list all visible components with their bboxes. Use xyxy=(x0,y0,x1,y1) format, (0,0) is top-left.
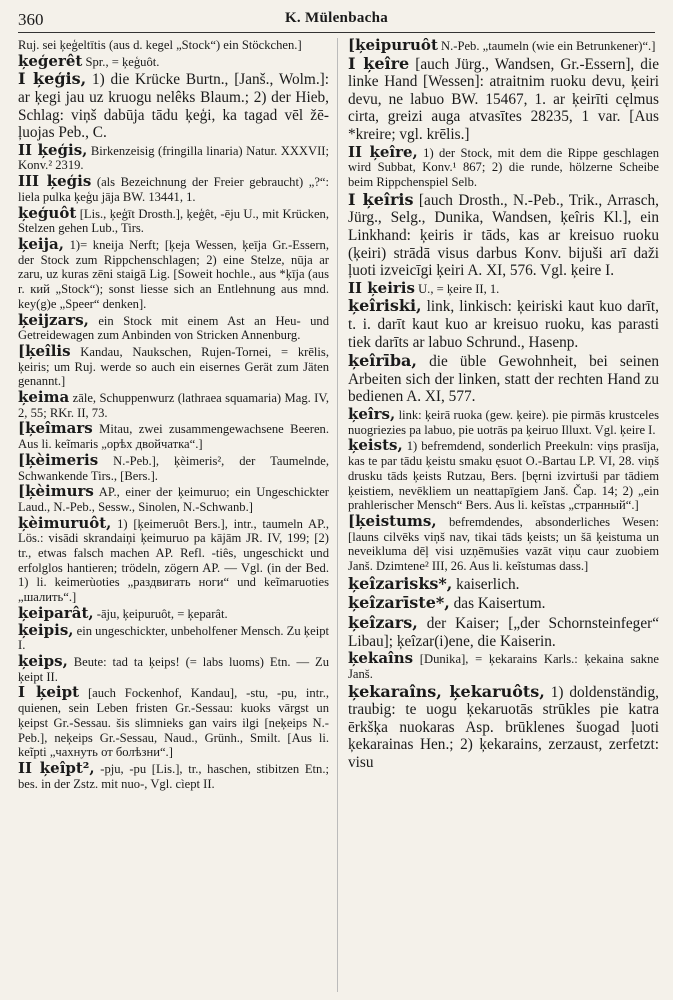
dictionary-entry xyxy=(18,758,329,791)
running-head: K. Mülenbacha xyxy=(284,10,389,26)
entry-text: das Kaisertum. xyxy=(449,595,546,613)
dictionary-entry xyxy=(18,513,329,605)
entry-headword: ķeîzars, xyxy=(348,612,418,632)
entry-text: 1)= kneija Nerft; [ķeja Wessen, ķeīja Gr.-Essern, der Stock zum Rippchenschlagen; 2) eine Stelze, nūja ar zaru, uz kuras zēni staigā Lig. [Soweit hochle., aus *ķīja (aus r. кий „Stock“); sonst liesse sich an Entlehnung aus mnd. key(g)e „Speer“ denken]. xyxy=(18,238,329,311)
dictionary-entry xyxy=(348,38,659,54)
entry-headword: ķeîrs, xyxy=(348,405,396,424)
dictionary-entry xyxy=(18,341,329,389)
entry-text: die üble Gewohnheit, bei seinen Arbeiten sich der linken, statt der rechten Hand zu bedienen A. XI, 577. xyxy=(348,353,659,406)
dictionary-entry xyxy=(348,511,659,574)
entry-headword: ķeģuôt xyxy=(18,203,77,222)
page-header xyxy=(18,8,655,33)
entry-headword: ķèimuruôt, xyxy=(18,513,112,532)
dictionary-entry xyxy=(348,191,659,280)
entry-text: [auch Jürg., Wandsen, Gr.-Essern], die linke Hand [Wessen]: atraitnim ruoku devu, ķeiri devu, ne labuo BW. 15467, 1. ar ķeirīti cęlmus cirta, greizi auga atvasītes 28235, 1 var. [Aus *kreire; vgl. krēlis.] xyxy=(348,55,659,144)
dictionary-entry xyxy=(18,685,329,760)
dictionary-entry xyxy=(18,38,329,53)
dictionary-columns xyxy=(18,38,659,992)
dictionary-entry xyxy=(348,594,659,613)
entry-text: Mitau, zwei zusammengewachsene Beeren. Aus li. keĩmaris „орѣх двойчатка“.] xyxy=(18,422,329,452)
entry-text: N.-Peb.], ķèimeris², der Taumelnde, Schwankende Tirs., [Bers.]. xyxy=(18,453,329,483)
entry-text: AP., einer der ķeimuruo; ein Ungeschickter Laud., N.-Peb., Sessw., Sinolen, N.-Schwanb.] xyxy=(18,485,329,514)
entry-headword: ķekaîns xyxy=(348,649,414,668)
entry-headword: [ķeipuruôt xyxy=(348,38,438,54)
entry-text: -āju, ķeipuruôt, = ķeparât. xyxy=(93,606,228,621)
entry-headword: ķeîzarisks*, xyxy=(348,573,453,593)
entry-headword: ķeģerêt xyxy=(18,51,83,70)
entry-text: ein Stock mit einem Ast an Heu- und Getreidewagen zum Anbinden von Stricken Annenburg. xyxy=(18,313,329,343)
page-number: 360 xyxy=(18,10,44,29)
dictionary-entry xyxy=(18,484,329,514)
entry-headword: III ķeģis xyxy=(18,172,92,191)
entry-headword: ķeîrība, xyxy=(348,351,417,371)
dictionary-entry xyxy=(348,352,659,406)
entry-text: 1) der Stock, mit dem die Rippe geschlagen wird Subbat, Konv.¹ 867; 2) die runde, hölzerne Scheibe beim Rippchenspiel Selb. xyxy=(348,145,659,190)
dictionary-entry xyxy=(348,614,659,650)
entry-headword: ķeips, xyxy=(18,651,68,670)
dictionary-entry xyxy=(348,407,659,437)
entry-headword: ķeiparât, xyxy=(18,603,94,622)
entry-headword: II ķeîpt², xyxy=(18,758,95,777)
entry-text: Birkenzeisig (fringilla linaria) Natur. XXXVII; Konv.² 2319. xyxy=(18,143,329,173)
entry-text: 1) [ķeimeruôt Bers.], intr., taumeln AP., Lös.: visādi skrandaiņi ķeimuruo pa kājām JR. IV, 199; [2) tr., etwas falsch machen AP. Refl. -tiês, ungeschickt und erfolglos hantieren; trödeln, zögern AP. — Vgl. (in der Bed. 1) li. keimerùoties „раздвигать ноги“ und keĩmaruoties „шалить“.] xyxy=(18,516,329,605)
right-column xyxy=(348,38,659,992)
entry-text: Beute: tad ta ķeips! (= labs luoms) Etn. — Zu ķeipt II. xyxy=(18,654,329,684)
entry-text: Ruj. sei ķeģeltītis (aus d. kegel „Stock“) ein Stöckchen.] xyxy=(18,38,302,52)
entry-text: 1) befremdend, sonderlich Preekuln: viņs prasīja, kas te par tādu ķeistu smaku ęsuot O.-Bartau LP. VI, 28. viņš drusku tāds ķeists Rutzau, Bers. [bęrni izvirtuši par tādiem ķeistiem, nevēkliem un neattapīgiem Janš. Čap. 14; 2) „ein prahlerischer Mensch“ Bers. Aus li. keĩstas „странный“.] xyxy=(348,439,659,513)
dictionary-entry xyxy=(348,438,659,513)
entry-headword: [ķèimurs xyxy=(18,482,94,501)
entry-text: Spr., = ķeģuôt. xyxy=(82,54,160,69)
left-column xyxy=(18,38,338,992)
dictionary-entry xyxy=(348,575,659,594)
dictionary-entry xyxy=(18,651,329,684)
dictionary-entry xyxy=(348,142,659,190)
entry-headword: ķeipis, xyxy=(18,620,74,639)
dictionary-entry xyxy=(18,174,329,204)
dictionary-entry xyxy=(18,390,329,420)
entry-text: 1) doldenständig, traubig: te uogu ķekaruotās strūklеs pie katra ērkšķa nuokaras Asp. brūklenes šuogad ļuoti ķekarainas Hen.; 2) ķekarains, zerzaust, zerfetzt: visu xyxy=(348,683,659,771)
entry-headword: I ķeîris xyxy=(348,189,414,209)
dictionary-entry xyxy=(18,421,329,451)
entry-text: der Kaiser; [„der Schornsteinfeger“ Libau]; ķeîzar(i)ene, die Kaiserin. xyxy=(348,614,659,650)
entry-headword: I ķeģis, xyxy=(18,69,87,89)
dictionary-entry xyxy=(348,683,659,772)
entry-headword: ķeists, xyxy=(348,436,403,455)
dictionary-entry xyxy=(348,55,659,144)
entry-headword: [ķeistums, xyxy=(348,511,437,530)
dictionary-entry xyxy=(18,310,329,343)
entry-headword: II ķeģis, xyxy=(18,140,88,159)
entry-text: link: ķeirā ruoka (gew. ķeire). pie pirmās krustceles nuogriezies pa labuo, pie uotrās pa ķeiruo Illuxt. Vgl. ķeire I. xyxy=(348,408,659,437)
entry-text: zāle, Schuppenwurz (lathraea squamaria) Mag. IV, 2, 55; RKr. II, 73. xyxy=(18,391,329,420)
dictionary-entry xyxy=(18,203,329,236)
entry-headword: ķeîzarīste*, xyxy=(348,593,450,613)
entry-text: [Lis., ķeģīt Drosth.], ķeģêt, -ēju U., mit Krücken, Stelzen gehen Lub., Tirs. xyxy=(18,206,329,236)
entry-headword: II ķeîre, xyxy=(348,142,418,161)
entry-headword: [ķeîlis xyxy=(18,341,71,360)
entry-text: U., = ķeire II, 1. xyxy=(414,281,500,296)
entry-headword: II ķeiris xyxy=(348,278,415,297)
dictionary-entry xyxy=(348,278,659,297)
entry-text: (als Bezeichnung der Freier gebraucht) „?“: liela pulka ķeģu jāja BW. 13441, 1. xyxy=(18,175,329,204)
entry-text: [auch Drosth., N.-Peb., Trik., Arrasch, Jürg., Selg., Dunika, Wandsen, ķeîris Kl.], ein Linkhand: ķeiris ir tāds, kas ar kreisuo ruoku (ķeiri) strādā visus darbus Konv. bijuši arī daži ļuoti izveicīgi ķeiri A. XI, 576. Vgl. ķeire I. xyxy=(348,191,659,280)
dictionary-entry xyxy=(348,297,659,351)
entry-text: Kandau, Naukschen, Rujen-Tornei, = krēlis, ķeiris; um Ruj. werde so auch ein eisernes Gerät zum Jäten genannt.] xyxy=(18,344,329,389)
entry-text: -pju, -pu [Lis.], tr., haschen, stibitzen Etn.; bes. in der Zstz. mit nuo-, Vgl. cìept II. xyxy=(18,761,329,791)
entry-text: link, linkisch: ķeiriski kaut kuo darīt, t. i. darīt kaut kuo ar kreisuo ruoku, kas parasti tiek darīts ar labuo Schrund., Hasenp. xyxy=(348,298,659,351)
entry-headword: ķeija, xyxy=(18,235,65,253)
entry-headword: I ķeipt xyxy=(18,683,80,702)
entry-text: befremdendes, absonderliches Wesen: [launs cilvēks viņš nav, tikai tāds ķeists; un šā ķeistuma un neveiklumа dēļ visi uzņēmušies vazāt viņu caur zuobiem Janš. Dzimtene² III, 26. Aus li. keĩstumas dass.] xyxy=(348,514,659,574)
dictionary-entry xyxy=(18,140,329,173)
entry-text: [Dunika], = ķekarains Karls.: ķekaina sakne Janš. xyxy=(348,652,659,681)
dictionary-entry xyxy=(18,70,329,141)
dictionary-entry xyxy=(18,450,329,483)
dictionary-entry xyxy=(18,603,329,622)
entry-headword: [ķèimeris xyxy=(18,450,99,469)
entry-headword: ķeîriski, xyxy=(348,296,422,316)
dictionary-entry xyxy=(18,51,329,70)
entry-text: kaiserlich. xyxy=(452,575,520,593)
entry-text: [auch Fockenhof, Kandau], -stu, -pu, intr., quienen, sein Leben fristen Gr.-Sessau: kuoks vārgst un ķeipst Gr.-Sessau. šis slimnieks gan vairs ilgi [neķeips N.-Peb.], neķeips Gr.-Sessau, Naud., Grünh., Smilt. [Aus li. keĩpti „чахнуть от болѣзни“.] xyxy=(18,686,329,760)
entry-text: N.-Peb. „taumeln (wie ein Betrunkener)“.] xyxy=(437,39,656,53)
entry-headword: [ķeîmars xyxy=(18,419,93,438)
entry-text: ein ungeschickter, unbeholfener Mensch. Zu ķeipt I. xyxy=(18,623,329,653)
dictionary-entry xyxy=(18,237,329,312)
entry-headword: ķekaraîns, ķekaruôts, xyxy=(348,681,545,701)
dictionary-entry xyxy=(18,620,329,653)
entry-headword: ķeijzars, xyxy=(18,310,89,329)
entry-text: 1) die Krücke Burtn., [Janš., Wolm.]: ar ķegi jau uz kruogu nelêks Blaum.; 2) der Hieb, Schlag: viņš dabūja tādu ķeģi, ka tagad vēl žē-ļuojas Peb., C. xyxy=(18,71,330,142)
dictionary-entry xyxy=(348,651,659,681)
entry-headword: ķeima xyxy=(18,388,70,407)
entry-headword: I ķeîre xyxy=(348,53,410,73)
